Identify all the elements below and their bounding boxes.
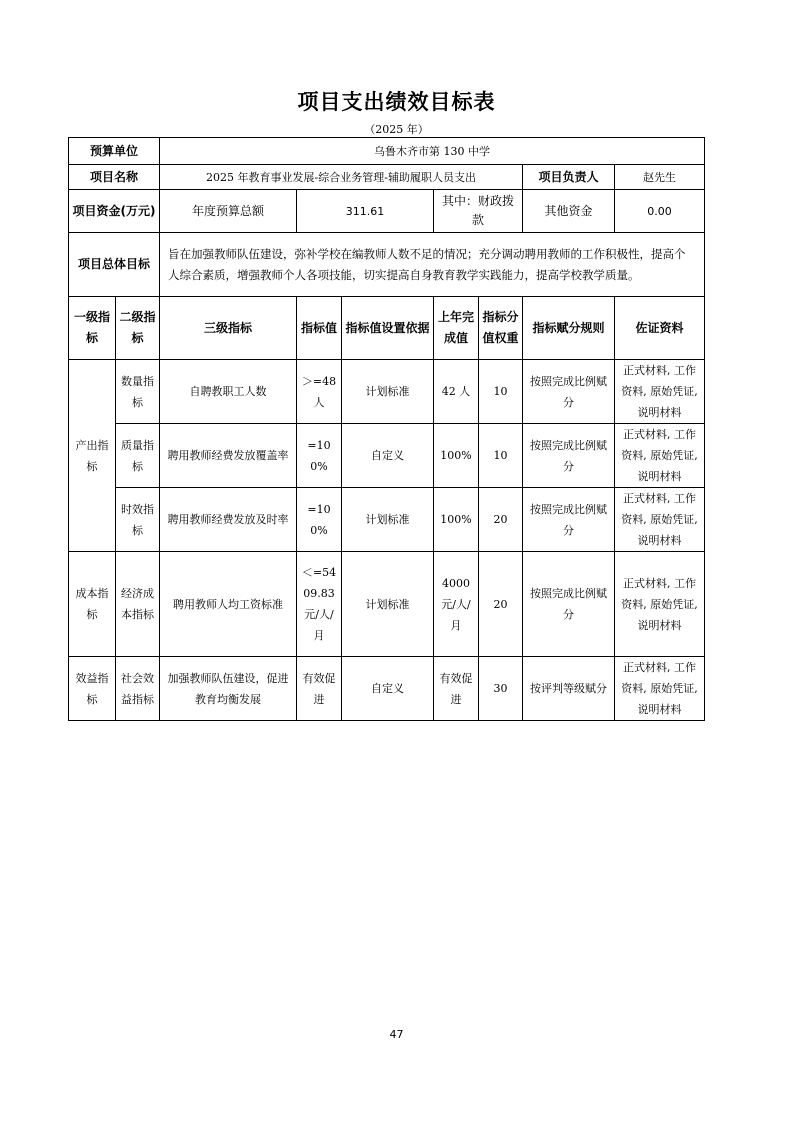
row-weight: 10 bbox=[479, 360, 523, 424]
other-funds-label: 其他资金 bbox=[523, 190, 615, 233]
row-level2: 数量指标 bbox=[116, 360, 160, 424]
row-weight: 10 bbox=[479, 424, 523, 488]
row-basis: 计划标准 bbox=[342, 552, 434, 657]
row-last-year: 42 人 bbox=[434, 360, 479, 424]
row-level2: 质量指标 bbox=[116, 424, 160, 488]
row-basis: 计划标准 bbox=[342, 360, 434, 424]
annual-budget-value: 311.61 bbox=[297, 190, 434, 233]
row-level3: 加强教师队伍建设，促进教育均衡发展 bbox=[160, 657, 297, 721]
table-row bbox=[69, 360, 705, 424]
row-level2: 经济成本指标 bbox=[116, 552, 160, 657]
row-last-year: 100% bbox=[434, 424, 479, 488]
row-level2: 社会效益指标 bbox=[116, 657, 160, 721]
row-value: 有效促进 bbox=[297, 657, 342, 721]
group-benefit: 效益指标 bbox=[69, 657, 116, 721]
row-basis: 计划标准 bbox=[342, 488, 434, 552]
header-weight: 指标分值权重 bbox=[479, 297, 523, 360]
table-row bbox=[69, 657, 705, 721]
header-value: 指标值 bbox=[297, 297, 342, 360]
overall-goal-text: 旨在加强教师队伍建设，弥补学校在编教师人数不足的情况；充分调动聘用教师的工作积极性，提高个人综合素质，增强教师个人各项技能，切实提高自身教育教学实践能力，提高学校教学质量。 bbox=[160, 233, 705, 297]
row-last-year: 4000元/人/月 bbox=[434, 552, 479, 657]
header-level1: 一级指标 bbox=[69, 297, 116, 360]
page-title: 项目支出绩效目标表 bbox=[297, 90, 496, 114]
header-level3: 三级指标 bbox=[160, 297, 297, 360]
table-row bbox=[69, 424, 705, 488]
funds-row bbox=[69, 190, 705, 233]
funds-label: 项目资金(万元) bbox=[69, 190, 160, 233]
header-basis: 指标值设置依据 bbox=[342, 297, 434, 360]
row-level3: 聘用教师经费发放覆盖率 bbox=[160, 424, 297, 488]
overall-goal-row bbox=[69, 233, 705, 297]
table-row bbox=[69, 488, 705, 552]
budget-unit-label: 预算单位 bbox=[69, 138, 160, 165]
table-row bbox=[69, 552, 705, 657]
row-rule: 按评判等级赋分 bbox=[523, 657, 615, 721]
row-rule: 按照完成比例赋分 bbox=[523, 552, 615, 657]
row-weight: 20 bbox=[479, 552, 523, 657]
row-basis: 自定义 bbox=[342, 424, 434, 488]
project-leader-value: 赵先生 bbox=[615, 165, 705, 190]
group-output: 产出指标 bbox=[69, 360, 116, 552]
row-level3: 聘用教师经费发放及时率 bbox=[160, 488, 297, 552]
row-weight: 30 bbox=[479, 657, 523, 721]
row-level3: 聘用教师人均工资标准 bbox=[160, 552, 297, 657]
row-evidence: 正式材料, 工作资料, 原始凭证, 说明材料 bbox=[615, 657, 705, 721]
year-label: （2025 年） bbox=[364, 123, 429, 136]
header-row bbox=[69, 297, 705, 360]
project-name-label: 项目名称 bbox=[69, 165, 160, 190]
row-evidence: 正式材料, 工作资料, 原始凭证, 说明材料 bbox=[615, 488, 705, 552]
row-value: =100% bbox=[297, 488, 342, 552]
row-basis: 自定义 bbox=[342, 657, 434, 721]
header-evidence: 佐证资料 bbox=[615, 297, 705, 360]
header-rule: 指标赋分规则 bbox=[523, 297, 615, 360]
row-rule: 按照完成比例赋分 bbox=[523, 360, 615, 424]
project-name-row bbox=[69, 165, 705, 190]
annual-budget-label: 年度预算总额 bbox=[160, 190, 297, 233]
performance-table bbox=[68, 137, 705, 721]
row-last-year: 100% bbox=[434, 488, 479, 552]
row-value: ＜=5409.83 元/人/月 bbox=[297, 552, 342, 657]
row-evidence: 正式材料, 工作资料, 原始凭证, 说明材料 bbox=[615, 552, 705, 657]
row-rule: 按照完成比例赋分 bbox=[523, 488, 615, 552]
group-cost: 成本指标 bbox=[69, 552, 116, 657]
row-evidence: 正式材料, 工作资料, 原始凭证, 说明材料 bbox=[615, 360, 705, 424]
row-level3: 自聘教职工人数 bbox=[160, 360, 297, 424]
budget-unit-row bbox=[69, 138, 705, 165]
row-last-year: 有效促进 bbox=[434, 657, 479, 721]
row-value: ＞=48人 bbox=[297, 360, 342, 424]
fiscal-label: 其中：财政拨款 bbox=[434, 190, 523, 233]
row-level2: 时效指标 bbox=[116, 488, 160, 552]
row-rule: 按照完成比例赋分 bbox=[523, 424, 615, 488]
header-last-year: 上年完成值 bbox=[434, 297, 479, 360]
page-number: 47 bbox=[389, 1028, 404, 1041]
row-weight: 20 bbox=[479, 488, 523, 552]
overall-goal-label: 项目总体目标 bbox=[69, 233, 160, 297]
project-name-value: 2025 年教育事业发展-综合业务管理-辅助履职人员支出 bbox=[160, 165, 523, 190]
other-funds-value: 0.00 bbox=[615, 190, 705, 233]
budget-unit-value: 乌鲁木齐市第 130 中学 bbox=[160, 138, 705, 165]
row-evidence: 正式材料, 工作资料, 原始凭证, 说明材料 bbox=[615, 424, 705, 488]
project-leader-label: 项目负责人 bbox=[523, 165, 615, 190]
row-value: =100% bbox=[297, 424, 342, 488]
header-level2: 二级指标 bbox=[116, 297, 160, 360]
